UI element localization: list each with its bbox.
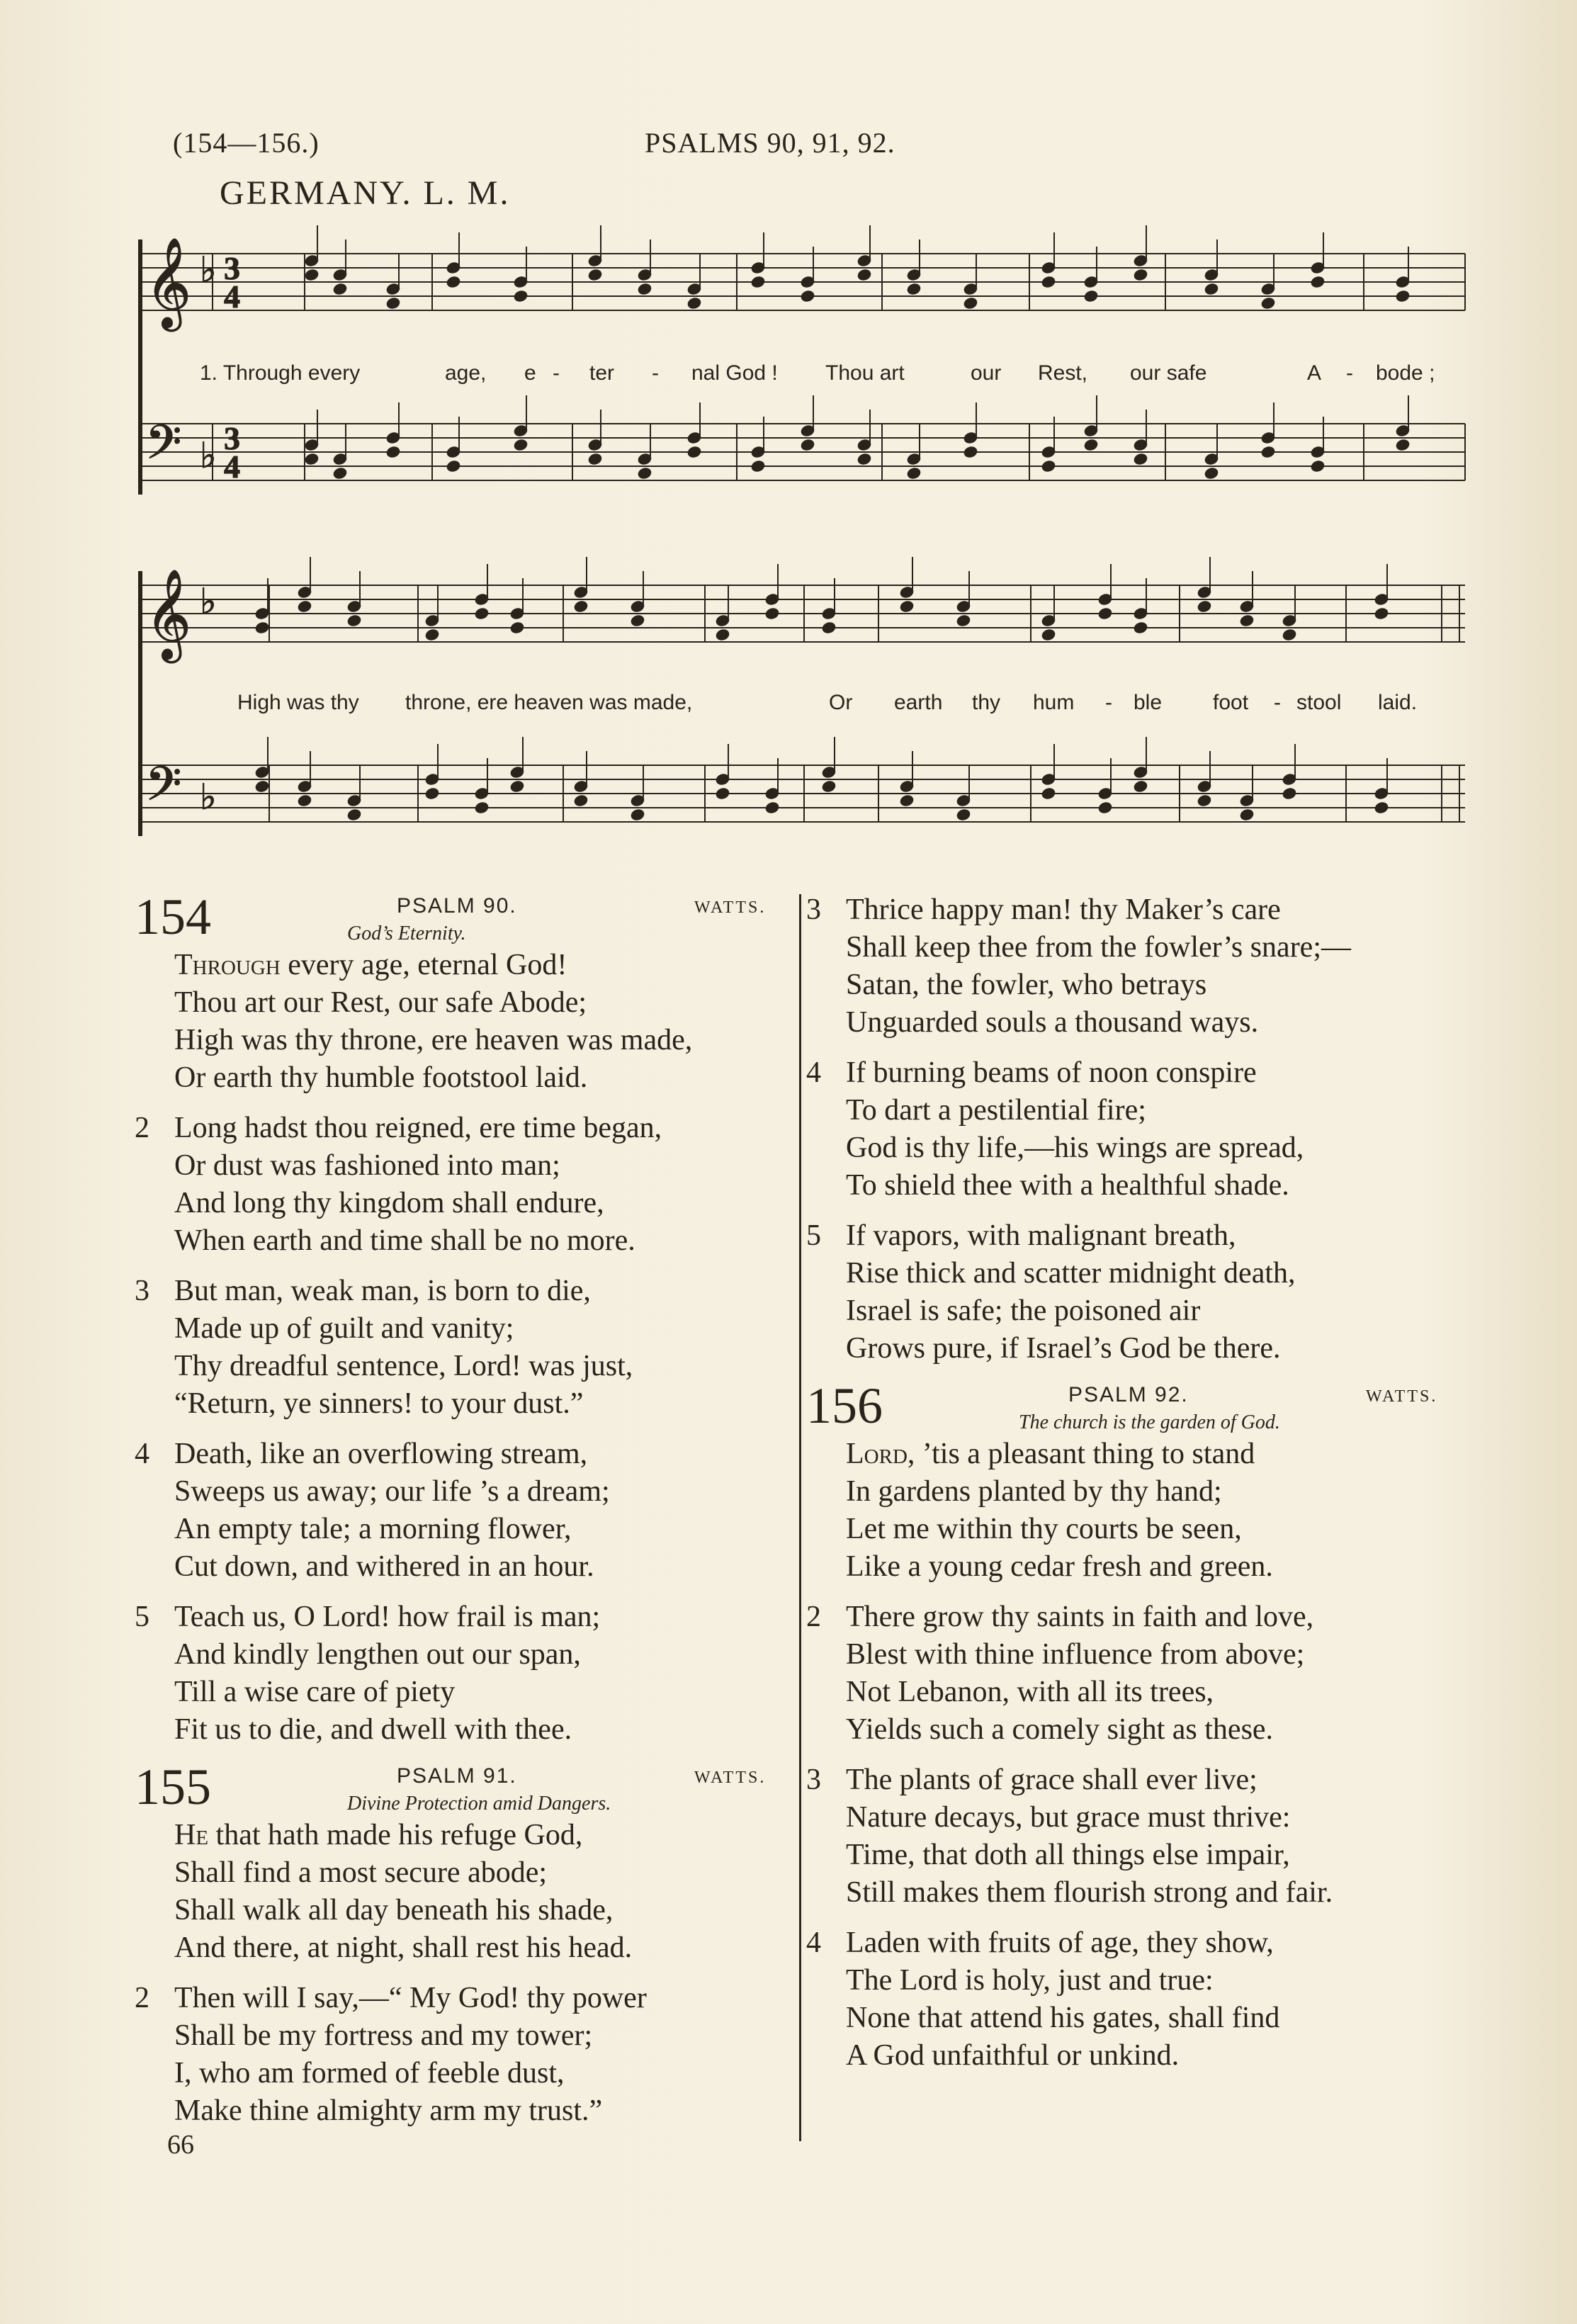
system-2-bass-note bbox=[956, 808, 971, 821]
verse-text: Or earth thy humble footstool laid. bbox=[174, 1061, 588, 1094]
verse-text: Rise thick and scatter midnight death, bbox=[846, 1257, 1296, 1290]
lyric-syllable: our safe bbox=[1130, 361, 1207, 385]
verse-line bbox=[806, 1711, 1444, 1749]
system-2-bass-note bbox=[254, 779, 270, 793]
system-2-bass-note bbox=[297, 794, 312, 807]
verse-line bbox=[135, 1511, 772, 1548]
system-1-bass-note bbox=[513, 438, 529, 451]
stanza bbox=[135, 1110, 772, 1260]
stanza bbox=[135, 1435, 772, 1586]
verse-line bbox=[806, 1255, 1444, 1292]
system-1-bass-note bbox=[587, 452, 603, 466]
system-1-bass-note bbox=[385, 445, 401, 458]
system-2-bass-note bbox=[1197, 794, 1212, 807]
psalm-author: WATTS. bbox=[694, 898, 767, 917]
verse-text: High was thy throne, ere heaven was made, bbox=[174, 1024, 693, 1056]
stanza bbox=[135, 947, 772, 1097]
verse-line bbox=[135, 947, 772, 984]
verse-text: Death, like an overflowing stream, bbox=[174, 1438, 588, 1470]
lyric-syllable: - bbox=[652, 361, 659, 385]
verse-line bbox=[806, 2037, 1444, 2075]
verse-text: If burning beams of noon conspire bbox=[846, 1056, 1257, 1089]
stanza bbox=[806, 1435, 1444, 1586]
verse-text: An empty tale; a morning flower, bbox=[174, 1513, 572, 1545]
system-2-bass-note bbox=[630, 808, 645, 821]
system-1-treble-note bbox=[385, 296, 401, 310]
system-2-bass-note bbox=[764, 801, 780, 814]
time-signature-top: 3 bbox=[224, 250, 240, 286]
column-divider bbox=[799, 894, 801, 2141]
lyric-syllable: foot bbox=[1213, 691, 1249, 714]
verse-line bbox=[135, 1817, 772, 1854]
system-1-treble-note bbox=[1083, 289, 1099, 303]
system-2-bass-note bbox=[821, 779, 837, 793]
system-1-treble-clef-icon: 𝄞 bbox=[145, 237, 192, 327]
verse-text: Nature decays, but grace must thrive: bbox=[846, 1801, 1291, 1834]
stanza-number: 3 bbox=[135, 1275, 149, 1307]
system-2-treble-note bbox=[346, 614, 362, 627]
page-title: PSALMS 90, 91, 92. bbox=[645, 127, 895, 159]
verse-text: And kindly lengthen out our span, bbox=[174, 1638, 581, 1671]
verse-lead-word: Lord, bbox=[846, 1438, 915, 1470]
verse-text: Teach us, O Lord! how frail is man; bbox=[174, 1601, 601, 1633]
verse-text: that hath made his refuge God, bbox=[215, 1819, 583, 1851]
system-2-treble-note bbox=[1097, 607, 1113, 620]
system-1-bass-note bbox=[750, 459, 766, 473]
right-column bbox=[806, 891, 1444, 2087]
verse-text: Thrice happy man! thy Maker’s care bbox=[846, 893, 1281, 926]
system-1-treble-note bbox=[637, 282, 652, 295]
verse-text: I, who am formed of feeble dust, bbox=[174, 2057, 565, 2089]
system-1-bass-note bbox=[857, 452, 872, 466]
system-1-bass-note bbox=[1083, 438, 1099, 451]
system-1-flat-icon: ♭ bbox=[200, 249, 217, 290]
lyric-syllable: - bbox=[1346, 361, 1353, 385]
psalm-155-continued bbox=[806, 891, 1444, 1367]
time-signature-bottom: 4 bbox=[224, 449, 240, 485]
verse-text: Unguarded souls a thousand ways. bbox=[846, 1006, 1259, 1039]
verse-text: ’tis a pleasant thing to stand bbox=[922, 1438, 1255, 1470]
system-1-bass-note bbox=[800, 438, 815, 451]
verse-line bbox=[806, 1924, 1444, 1962]
system-1-bass-note bbox=[1041, 459, 1056, 473]
verse-lead-word: He bbox=[174, 1819, 209, 1851]
system-1-treble-note bbox=[446, 275, 461, 288]
verse-line bbox=[806, 1217, 1444, 1255]
stanza bbox=[806, 1217, 1444, 1367]
system-2-treble-note bbox=[1197, 599, 1212, 613]
psalm-author: WATTS. bbox=[1366, 1387, 1438, 1406]
system-2-treble-note bbox=[715, 628, 730, 641]
system-1-bass-note bbox=[1395, 438, 1411, 451]
verse-line bbox=[806, 1874, 1444, 1912]
system-2-bass-note bbox=[509, 779, 525, 793]
verse-text: Make thine almighty arm my trust.” bbox=[174, 2094, 603, 2127]
verse-line bbox=[806, 1837, 1444, 1874]
verse-line bbox=[135, 1711, 772, 1749]
verse-text: To shield thee with a healthful shade. bbox=[846, 1169, 1289, 1202]
system-2-treble-note bbox=[630, 614, 645, 627]
stanza bbox=[135, 1980, 772, 2130]
stanza-number: 4 bbox=[135, 1438, 149, 1470]
system-2-bass-note bbox=[1374, 801, 1389, 814]
verse-text: “Return, ye sinners! to your dust.” bbox=[174, 1387, 584, 1420]
lyric-syllable: A bbox=[1307, 361, 1322, 385]
verse-line bbox=[135, 2017, 772, 2055]
verse-line bbox=[806, 1799, 1444, 1837]
verse-line bbox=[135, 1273, 772, 1310]
verse-line bbox=[135, 1473, 772, 1511]
system-2-flat-icon: ♭ bbox=[200, 581, 217, 622]
verse-text: When earth and time shall be no more. bbox=[174, 1224, 635, 1257]
system-1-bass-note bbox=[906, 466, 922, 480]
system-2-treble-note bbox=[1239, 614, 1255, 627]
system-2-bass-note bbox=[1239, 808, 1255, 821]
verse-text: every age, eternal God! bbox=[288, 949, 567, 981]
verse-line bbox=[806, 1598, 1444, 1636]
lyric-syllable: hum bbox=[1033, 691, 1075, 714]
system-2-treble-note bbox=[899, 599, 915, 613]
verse-text: Fit us to die, and dwell with thee. bbox=[174, 1713, 572, 1746]
system-2-bass-note bbox=[424, 786, 440, 800]
stanza-number: 3 bbox=[806, 893, 821, 926]
system-2-treble-note bbox=[474, 607, 490, 620]
verse-line bbox=[806, 1292, 1444, 1330]
system-1-bass-note bbox=[332, 466, 348, 480]
verse-text: A God unfaithful or unkind. bbox=[846, 2039, 1180, 2072]
verse-line bbox=[806, 1167, 1444, 1205]
system-1-treble-note bbox=[304, 268, 320, 281]
stanza bbox=[806, 1761, 1444, 1912]
verse-lead-word: Through bbox=[174, 949, 281, 981]
stanza-number: 4 bbox=[806, 1056, 821, 1089]
system-2-treble-note bbox=[1374, 607, 1389, 620]
verse-line bbox=[806, 1761, 1444, 1799]
system-2-bass-note bbox=[715, 786, 730, 800]
system-1-treble-note bbox=[1310, 275, 1326, 288]
psalm-number: 156 bbox=[806, 1377, 883, 1434]
system-2-treble-note bbox=[254, 621, 270, 634]
verse-line bbox=[806, 1092, 1444, 1129]
verse-line bbox=[135, 1059, 772, 1097]
psalm-156 bbox=[806, 1377, 1444, 2075]
verse-line bbox=[135, 1222, 772, 1260]
psalm-title: PSALM 91. bbox=[397, 1764, 517, 1788]
verse-text: The plants of grace shall ever live; bbox=[846, 1764, 1257, 1796]
verse-text: Thou art our Rest, our safe Abode; bbox=[174, 986, 587, 1019]
verse-line bbox=[135, 1348, 772, 1385]
stanza-number: 5 bbox=[806, 1219, 821, 1252]
system-1-treble-note bbox=[1041, 275, 1056, 288]
system-2-bass-note bbox=[1041, 786, 1056, 800]
verse-line bbox=[806, 1435, 1444, 1473]
verse-line bbox=[135, 1980, 772, 2017]
verse-line bbox=[135, 1185, 772, 1222]
psalm-title: PSALM 92. bbox=[1068, 1383, 1189, 1406]
verse-text: In gardens planted by thy hand; bbox=[846, 1475, 1222, 1508]
lyric-syllable: - bbox=[1105, 691, 1112, 714]
system-2-treble-note bbox=[1133, 621, 1148, 634]
verse-line bbox=[135, 1929, 772, 1967]
psalm-number: 155 bbox=[135, 1759, 211, 1815]
system-2-treble-note bbox=[573, 599, 589, 613]
verse-text: Not Lebanon, with all its trees, bbox=[846, 1676, 1214, 1708]
stanza bbox=[806, 1054, 1444, 1205]
system-2-treble-clef-icon: 𝄞 bbox=[145, 568, 192, 659]
system-2-treble-note bbox=[1041, 628, 1056, 641]
verse-line bbox=[806, 1674, 1444, 1711]
system-2-flat-icon: ♭ bbox=[200, 777, 217, 818]
psalm-header bbox=[135, 891, 772, 947]
verse-line bbox=[135, 1636, 772, 1674]
verse-line bbox=[135, 2055, 772, 2092]
system-1-treble-note bbox=[1133, 268, 1148, 281]
system-2-bass-note bbox=[1282, 786, 1297, 800]
verse-line bbox=[135, 1310, 772, 1348]
verse-line bbox=[806, 1129, 1444, 1167]
verse-text: None that attend his gates, shall find bbox=[846, 2002, 1280, 2034]
system-1-bass-note bbox=[1310, 459, 1326, 473]
verse-line bbox=[806, 1999, 1444, 2037]
stanza-number: 2 bbox=[135, 1112, 149, 1144]
psalm-subtitle: Divine Protection amid Dangers. bbox=[347, 1793, 611, 1815]
system-1-flat-icon: ♭ bbox=[200, 435, 217, 476]
verse-line bbox=[806, 1962, 1444, 1999]
stanza bbox=[135, 1598, 772, 1749]
psalm-number: 154 bbox=[135, 889, 211, 945]
verse-line bbox=[806, 1473, 1444, 1511]
psalm-subtitle: God’s Eternity. bbox=[347, 923, 466, 944]
verse-text: Still makes them flourish strong and fair. bbox=[846, 1876, 1333, 1909]
verse-line bbox=[806, 1004, 1444, 1042]
lyric-syllable: e bbox=[524, 361, 536, 385]
stanza bbox=[806, 891, 1444, 1042]
lyric-syllable: throne, ere heaven was made, bbox=[405, 691, 693, 714]
verse-line bbox=[135, 1435, 772, 1473]
verse-text: Shall keep thee from the fowler’s snare;— bbox=[846, 931, 1351, 964]
system-2-treble-note bbox=[1282, 628, 1297, 641]
system-2-bass-note bbox=[474, 801, 490, 814]
verse-line bbox=[135, 2092, 772, 2130]
system-1-treble-note bbox=[1395, 289, 1411, 303]
verse-line bbox=[135, 1548, 772, 1586]
system-1-treble-note bbox=[513, 289, 529, 303]
verse-line bbox=[806, 1636, 1444, 1674]
system-1-treble-note bbox=[587, 268, 603, 281]
lyric-syllable: Rest, bbox=[1038, 361, 1088, 385]
system-1-bass-note bbox=[446, 459, 461, 473]
stanza bbox=[806, 1598, 1444, 1749]
system-1-bass-note bbox=[304, 452, 320, 466]
verse-line bbox=[806, 1548, 1444, 1586]
verse-text: Shall be my fortress and my tower; bbox=[174, 2019, 593, 2052]
verse-text: Or dust was fashioned into man; bbox=[174, 1149, 560, 1182]
verse-line bbox=[806, 966, 1444, 1004]
verse-text: Long hadst thou reigned, ere time began, bbox=[174, 1112, 662, 1144]
stanza bbox=[806, 1924, 1444, 2075]
system-2-treble-note bbox=[764, 607, 780, 620]
stanza bbox=[135, 1817, 772, 1967]
system-2-bass-clef-icon: 𝄢 bbox=[145, 757, 182, 823]
stanza-number: 4 bbox=[806, 1927, 821, 1959]
verse-text: The Lord is holy, just and true: bbox=[846, 1964, 1214, 1997]
verse-text: Thy dreadful sentence, Lord! was just, bbox=[174, 1350, 633, 1382]
stanza-number: 5 bbox=[135, 1601, 149, 1633]
verse-line bbox=[806, 929, 1444, 966]
verse-text: Till a wise care of piety bbox=[174, 1676, 456, 1708]
verse-text: Sweeps us away; our life ’s a dream; bbox=[174, 1475, 610, 1508]
verse-text: To dart a pestilential fire; bbox=[846, 1094, 1146, 1127]
system-1-bass-note bbox=[686, 445, 702, 458]
verse-line bbox=[135, 1674, 772, 1711]
lyric-syllable: laid. bbox=[1378, 691, 1418, 714]
lyric-syllable: earth bbox=[894, 691, 943, 714]
lyric-syllable: stool bbox=[1296, 691, 1342, 714]
verse-text: But man, weak man, is born to die, bbox=[174, 1275, 591, 1307]
verse-line bbox=[135, 1022, 772, 1059]
page-number: 66 bbox=[167, 2130, 194, 2160]
system-1-bass-note bbox=[637, 466, 652, 480]
verse-text: God is thy life,—his wings are spread, bbox=[846, 1132, 1304, 1164]
lyric-syllable: 1. Through every bbox=[200, 361, 361, 385]
system-2-treble-note bbox=[297, 599, 312, 613]
psalm-155 bbox=[135, 1761, 772, 2130]
music-score bbox=[0, 0, 1577, 879]
verse-text: And there, at night, shall rest his head. bbox=[174, 1931, 633, 1964]
lyric-syllable: age, bbox=[445, 361, 487, 385]
system-2-bass-note bbox=[573, 794, 589, 807]
system-2-treble-note bbox=[509, 621, 525, 634]
lyric-syllable: our bbox=[971, 361, 1002, 385]
time-signature-bottom: 4 bbox=[224, 278, 240, 315]
psalm-154 bbox=[135, 891, 772, 1749]
verse-line bbox=[135, 1385, 772, 1423]
system-1-treble-note bbox=[857, 268, 872, 281]
lyric-syllable: Or bbox=[829, 691, 853, 714]
lyric-syllable: nal God ! bbox=[691, 361, 778, 385]
verse-text: Made up of guilt and vanity; bbox=[174, 1312, 514, 1345]
verse-text: If vapors, with malignant breath, bbox=[846, 1219, 1236, 1252]
lyric-syllable: Thou art bbox=[825, 361, 905, 385]
psalm-subtitle: The church is the garden of God. bbox=[1019, 1411, 1280, 1433]
system-1-bass-note bbox=[1133, 452, 1148, 466]
verse-text: Shall find a most secure abode; bbox=[174, 1856, 548, 1889]
stanza-number: 3 bbox=[806, 1764, 821, 1796]
system-1-bass-clef-icon: 𝄢 bbox=[145, 415, 182, 481]
verse-line bbox=[806, 1511, 1444, 1548]
verse-line bbox=[135, 984, 772, 1022]
lyric-syllable: High was thy bbox=[237, 691, 359, 714]
verse-text: Satan, the fowler, who betrays bbox=[846, 969, 1207, 1001]
verse-line bbox=[135, 1598, 772, 1636]
verse-line bbox=[135, 1854, 772, 1892]
verse-text: There grow thy saints in faith and love, bbox=[846, 1601, 1314, 1633]
system-1-treble-note bbox=[332, 282, 348, 295]
stanza-number: 2 bbox=[806, 1601, 821, 1633]
system-1-treble-note bbox=[906, 282, 922, 295]
psalm-header bbox=[135, 1761, 772, 1817]
verse-text: Then will I say,—“ My God! thy power bbox=[174, 1982, 647, 2014]
verse-text: Israel is safe; the poisoned air bbox=[846, 1294, 1201, 1327]
verse-text: Shall walk all day beneath his shade, bbox=[174, 1894, 614, 1927]
lyric-syllable: - bbox=[1274, 691, 1281, 714]
tune-name: GERMANY. L. M. bbox=[220, 174, 511, 212]
lyric-syllable: ble bbox=[1134, 691, 1163, 714]
verse-line bbox=[806, 1330, 1444, 1367]
verse-text: Grows pure, if Israel’s God be there. bbox=[846, 1332, 1281, 1365]
system-1-treble-note bbox=[686, 296, 702, 310]
verse-text: Like a young cedar fresh and green. bbox=[846, 1550, 1273, 1583]
system-1-bass-note bbox=[963, 445, 978, 458]
verse-line bbox=[135, 1892, 772, 1929]
verse-text: Time, that doth all things else impair, bbox=[846, 1839, 1290, 1871]
left-column bbox=[135, 891, 772, 2143]
lyric-syllable: ter bbox=[589, 361, 615, 385]
time-signature-top: 3 bbox=[224, 420, 240, 456]
verse-line bbox=[806, 1054, 1444, 1092]
stanza-number: 2 bbox=[135, 1982, 149, 2014]
lyric-syllable: - bbox=[553, 361, 560, 385]
system-2-treble-note bbox=[424, 628, 440, 641]
psalm-author: WATTS. bbox=[694, 1769, 767, 1787]
verse-line bbox=[135, 1147, 772, 1185]
system-2-treble-note bbox=[821, 621, 837, 634]
lyric-syllable: thy bbox=[972, 691, 1001, 714]
verse-text: Laden with fruits of age, they show, bbox=[846, 1927, 1274, 1959]
system-1-treble-note bbox=[1260, 296, 1276, 310]
system-1-treble-note bbox=[1204, 282, 1219, 295]
system-2-treble-note bbox=[956, 614, 971, 627]
system-1-treble-note bbox=[800, 289, 815, 303]
verse-text: And long thy kingdom shall endure, bbox=[174, 1187, 604, 1219]
system-1-bass-note bbox=[1204, 466, 1219, 480]
verse-text: Cut down, and withered in an hour. bbox=[174, 1550, 594, 1583]
stanza bbox=[135, 1273, 772, 1423]
system-1-treble-note bbox=[750, 275, 766, 288]
psalm-title: PSALM 90. bbox=[397, 894, 517, 918]
verse-line bbox=[806, 891, 1444, 929]
verse-text: Blest with thine influence from above; bbox=[846, 1638, 1305, 1671]
verse-text: Yields such a comely sight as these. bbox=[846, 1713, 1274, 1746]
system-2-bass-note bbox=[346, 808, 362, 821]
page-range: (154—156.) bbox=[173, 127, 320, 159]
system-1-treble-note bbox=[963, 296, 978, 310]
system-2-bass-note bbox=[899, 794, 915, 807]
system-2-bass-note bbox=[1097, 801, 1113, 814]
system-1-bass-note bbox=[1260, 445, 1276, 458]
system-2-bass-note bbox=[1133, 779, 1148, 793]
verse-line bbox=[135, 1110, 772, 1147]
lyric-syllable: bode ; bbox=[1376, 361, 1435, 385]
psalm-header bbox=[806, 1377, 1444, 1435]
verse-text: Let me within thy courts be seen, bbox=[846, 1513, 1242, 1545]
